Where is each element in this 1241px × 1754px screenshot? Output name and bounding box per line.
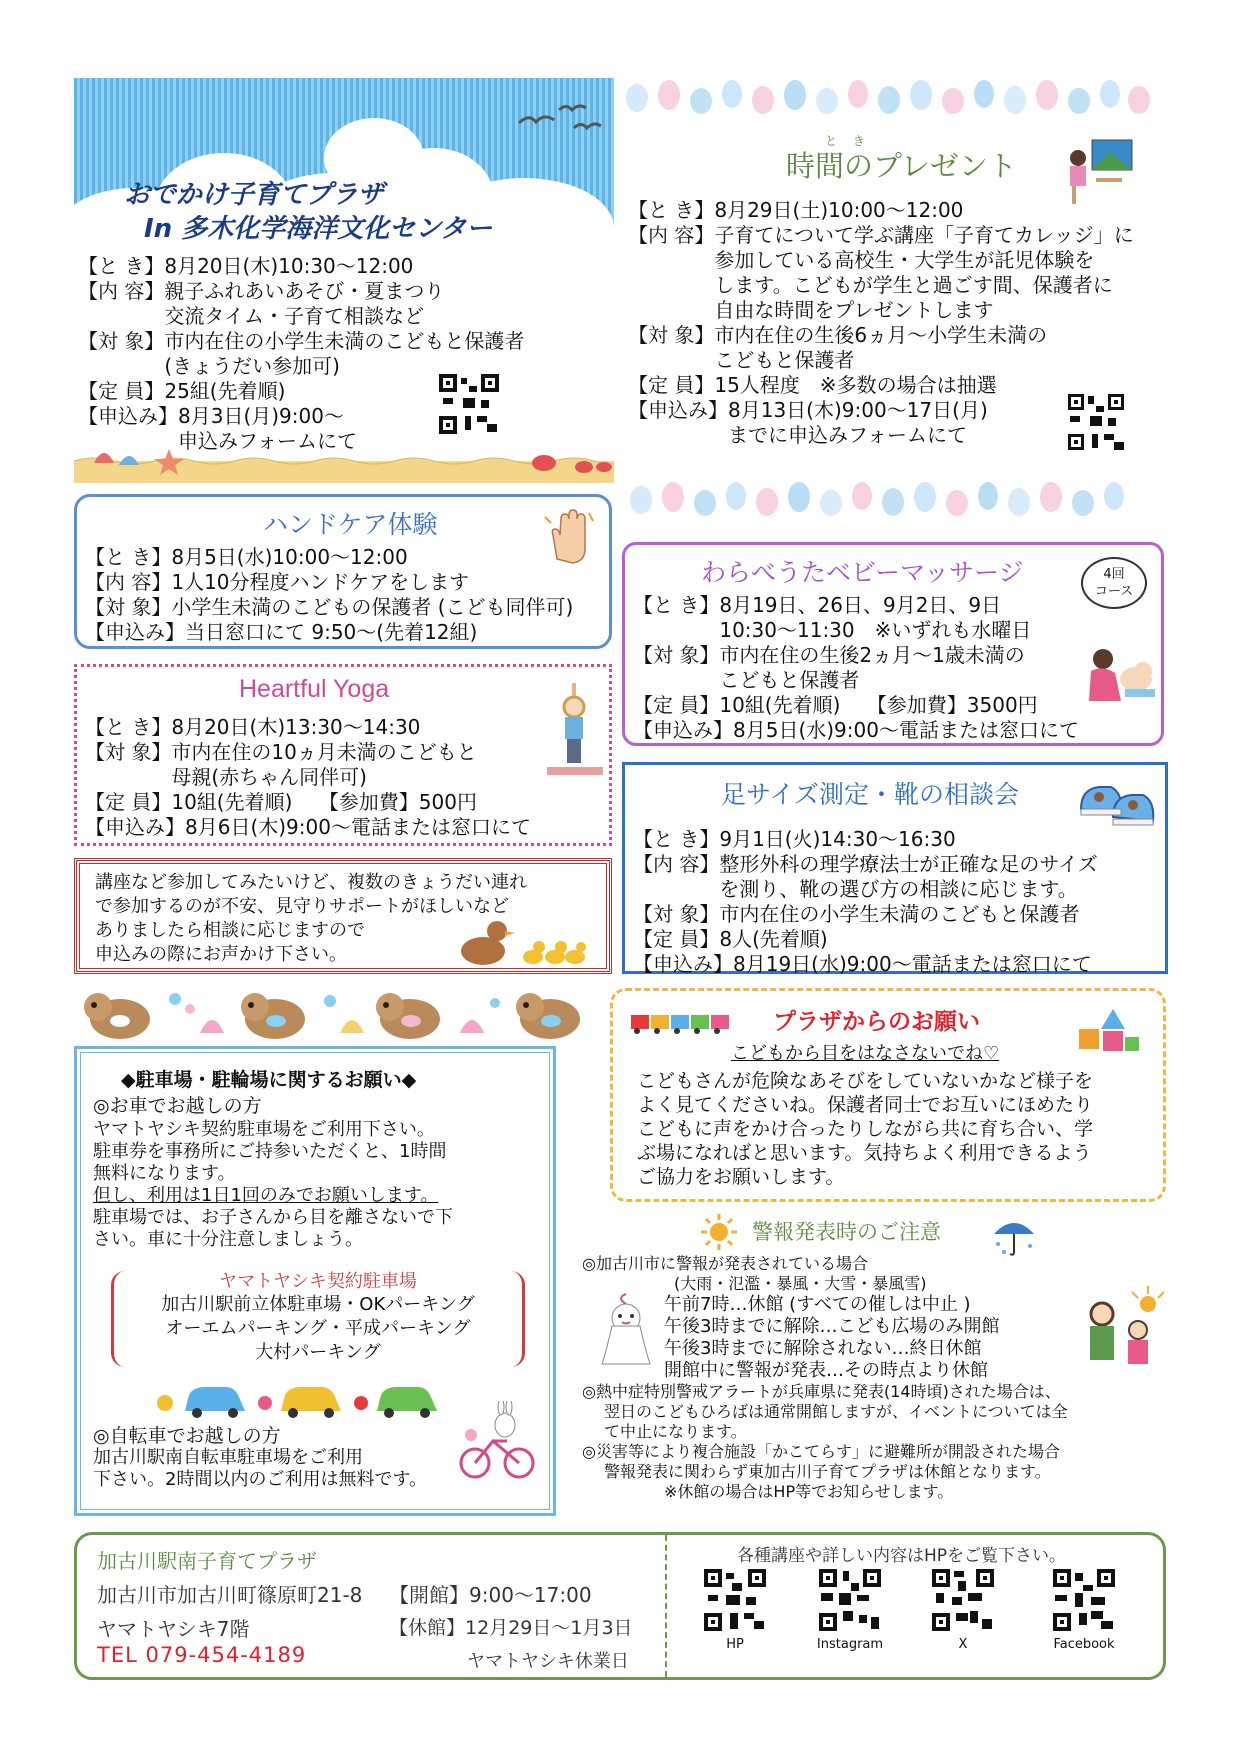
plaza-request-title: プラザからのお願い <box>773 1009 980 1035</box>
detail-row: 【申込み】 8月13日(木)9:00～17日(月) までに申込みフォームにて <box>628 398 988 447</box>
otter-decoration <box>80 985 600 1051</box>
otter-icon <box>84 993 150 1039</box>
detail-row: 【定 員】 15人程度 ※多数の場合は抽選 <box>628 373 997 397</box>
teru-teru-bozu-icon <box>596 1292 658 1372</box>
detail-row: 【定 員】 10組(先着順) 【参加費】3500円 <box>633 693 1038 717</box>
detail-row: 【と き】 8月29日(土)10:00～12:00 <box>628 198 964 222</box>
jikan-title: 時間のプレゼント <box>786 149 1017 183</box>
detail-row: 【と き】 8月20日(木)10:30～12:00 <box>78 254 414 278</box>
detail-row: 【申込み】 8月3日(月)9:00～ 申込みフォームにて <box>78 404 357 453</box>
car-icon <box>155 1379 475 1423</box>
sun-icon <box>698 1212 740 1252</box>
footer-divider <box>665 1535 667 1677</box>
family-icon <box>1078 1284 1170 1374</box>
detail-row: 【対 象】 小学生未満のこどもの保護者 (こども同伴可) <box>85 595 574 619</box>
qr-code-icon[interactable] <box>437 372 501 436</box>
yoga-girl-icon <box>541 681 607 781</box>
consult-line: ありましたら相談に応じますので <box>95 920 365 941</box>
qr-label: Instagram <box>816 1637 884 1652</box>
footer-org-name: 加古川駅南子育てプラザ <box>97 1549 317 1573</box>
plaza-request-subtitle: こどもから目をはなさないでね♡ <box>731 1043 1000 1064</box>
detail-row: 【申込み】 当日窓口にて 9:50～(先着12組) <box>85 620 478 644</box>
consult-line: 講座など参加してみたいけど、複数のきょうだい連れ <box>95 872 527 893</box>
detail-row: 【申込み】 8月6日(木)9:00～電話または窓口にて <box>85 815 531 839</box>
foot-title: 足サイズ測定・靴の相談会 <box>721 780 1020 809</box>
baby-massage-box <box>622 542 1164 746</box>
qr-facebook[interactable] <box>1039 1567 1129 1652</box>
footer-building: ヤマトヤシキ7階 <box>97 1617 250 1641</box>
shoes-icon <box>1077 773 1161 833</box>
closed-label: 【休館】 <box>389 1617 466 1639</box>
qr-code-icon <box>930 1567 996 1633</box>
footer-address: 加古川市加古川町篠原町21-8 <box>97 1583 363 1607</box>
parking-box: ◆駐車場・駐輪場に関するお願い◆ ◎お車でお越しの方 ヤマトヤシキ契約駐車場をご利用下さい。 駐車券を事務所にご持参いただくと、1時間 無料になります。 但し、利用は1日1回のみでお願いします。 駐車場では、お子さんから目を離さないで下 さい。車に十分注意しましょう。 ヤマトヤシキ契約駐車場 加古川駅前立体駐車場・OKパーキング オーエムパーキング・平成パーキング 大村パーキング ◎自転車でお越しの方 加古川駅南自転車駐車場をご利用 下さい。2時間以内のご利用は無料です。 <box>74 1046 556 1516</box>
open-label: 【開館】 <box>389 1583 469 1607</box>
bike-heading: ◎自転車でお越しの方 <box>93 1425 281 1447</box>
yoga-title: Heartful Yoga <box>239 675 390 703</box>
closed-days: 12月29日～1月3日 <box>465 1617 633 1639</box>
detail-row: 【対 象】 市内在住の生後6ヵ月～小学生未満の こどもと保護者 <box>628 323 1048 372</box>
footer-closed-note: ヤマトヤシキ休業日 <box>467 1651 629 1672</box>
usage-note: 但し、利用は1日1回のみでお願いします。 <box>93 1185 439 1206</box>
detail-row: 【申込み】 8月5日(水)9:00～電話または窓口にて <box>633 718 1079 742</box>
beach-strip <box>74 445 614 485</box>
yoga-box <box>74 664 612 846</box>
detail-row: 【内 容】 親子ふれあいあそび・夏まつり 交流タイム・子育て相談など <box>78 279 445 328</box>
odekake-subtitle: In 多木化学海洋文化センター <box>144 214 493 244</box>
qr-label: HP <box>726 1637 744 1652</box>
odekake-details <box>78 254 525 454</box>
qr-instagram[interactable] <box>805 1567 895 1652</box>
detail-row: 【と き】 8月19日、26日、9月2日、9日 10:30～11:30 ※いずれも水曜日 <box>633 593 1032 642</box>
bicycle-bunny-icon <box>457 1401 537 1481</box>
baby-massage-title: わらべうたベビーマッサージ <box>701 558 1024 587</box>
open-hours: 9:00～17:00 <box>469 1583 592 1607</box>
footer-tel[interactable]: TEL 079-454-4189 <box>97 1643 307 1667</box>
car-heading: ◎お車でお越しの方 <box>93 1095 262 1117</box>
consult-line: で参加するのが不安、見守りサポートがほしいなど <box>95 896 509 917</box>
foot-box <box>622 762 1168 974</box>
umbrella-icon <box>990 1212 1038 1258</box>
detail-row: 【と き】 9月1日(火)14:30～16:30 <box>633 827 956 851</box>
detail-row: 【内 容】 1人10分程度ハンドケアをします <box>85 570 470 594</box>
duck-icon <box>457 911 587 971</box>
detail-row: 【定 員】 25組(先着順) <box>78 379 286 403</box>
qr-code-icon[interactable] <box>1066 392 1126 452</box>
detail-row: 【対 象】 市内在住の生後2ヵ月～1歳未満の こどもと保護者 <box>633 643 1025 692</box>
contract-parking-bracket: ヤマトヤシキ契約駐車場 加古川駅前立体駐車場・OKパーキング オーエムパーキング・平成パーキング 大村パーキング <box>111 1271 525 1367</box>
blocks-icon <box>1073 1001 1143 1061</box>
contract-parking-title: ヤマトヤシキ契約駐車場 <box>219 1271 417 1292</box>
handcare-box <box>74 494 612 649</box>
detail-row: 【内 容】 子育てについて学ぶ講座「子育てカレッジ」に 参加している高校生・大学生が託児体験を します。こどもが学生と過ごす間、保護者に 自由な時間をプレゼントします <box>628 223 1134 322</box>
mother-relaxing-icon <box>1060 128 1140 208</box>
detail-row: 【対 象】 市内在住の10ヵ月未満のこどもと 母親(赤ちゃん同伴可) <box>85 740 477 789</box>
detail-row: 【内 容】 整形外科の理学療法士が正確な足のサイズ を測り、靴の選び方の相談に応じます。 <box>633 852 1098 901</box>
odekake-title: おでかけ子育てプラザ <box>124 180 384 210</box>
plaza-request-box: プラザからのお願い こどもから目をはなさないでね♡ こどもさんが危険なあそびをしていないかなど様子を よく見てくださいね。保護者同士でお互いにほめたり こどもに声をかけ合ったりしながら共に育ち合い、学 ぶ場になればと思います。気持ちよく利用できるよう ご協力をお願いします。 <box>610 988 1166 1202</box>
detail-row: 【定 員】 8人(先着順) <box>633 927 828 951</box>
detail-row: 【と き】 8月5日(水)10:00～12:00 <box>85 545 408 569</box>
footer-hp-note: 各種講座や詳しい内容はHPをご覧下さい。 <box>737 1546 1067 1566</box>
consult-line: 申込みの際にお声かけ下さい。 <box>95 944 347 965</box>
course-badge: 4回 コース <box>1081 557 1147 609</box>
warning-body: ◎加古川市に警報が発表されている場合 (大雨・氾濫・暴風・大雪・暴風雪) 午前7時…休館 (すべての催しは中止 ) 午後3時までに解除…こども広場のみ開館 午後3時までに解除されない…終日休館 開館中に警報が発表…その時点より休館 ◎熱中症特別警戒アラートが兵庫県に発表(14時頃)された場合は、 翌日のこどもひろばは通常開館しますが、イベントについては全 て中止になります。 ◎災害等により複合施設「かこてらす」に避難所が開設された場合 警報発表に関わらず東加古川子育てプラザは休館となります。 ※休館の場合はHP等でお知らせします。 <box>582 1254 1068 1501</box>
bubble-row-middle <box>620 480 1160 520</box>
detail-row: 【申込み】 8月19日(水)9:00～電話または窓口にて <box>633 952 1092 976</box>
qr-label: X <box>958 1637 968 1652</box>
qr-label: Facebook <box>1053 1637 1115 1652</box>
warning-title: 警報発表時のご注意 <box>752 1220 941 1244</box>
qr-x[interactable] <box>923 1567 1003 1652</box>
consult-box <box>74 858 612 974</box>
bubble-row-top <box>620 78 1160 118</box>
seagull-icon <box>514 98 604 138</box>
parking-title: ◆駐車場・駐輪場に関するお願い◆ <box>121 1069 417 1091</box>
qr-code-icon <box>817 1567 883 1633</box>
qr-code-icon <box>702 1567 768 1633</box>
detail-row: 【対 象】 市内在住の小学生未満のこどもと保護者 (きょうだい参加可) <box>78 329 525 378</box>
qr-code-icon <box>1051 1567 1117 1633</box>
mother-baby-icon <box>1081 641 1161 711</box>
detail-row: 【対 象】 市内在住の小学生未満のこどもと保護者 <box>633 902 1080 926</box>
detail-row: 【と き】 8月20日(木)13:30～14:30 <box>85 715 421 739</box>
footer-box <box>74 1532 1166 1680</box>
qr-hp[interactable] <box>695 1567 775 1652</box>
jikan-ruby: と き <box>825 134 871 148</box>
detail-row: 【定 員】 10組(先着順) 【参加費】500円 <box>85 790 477 814</box>
handcare-title: ハンドケア体験 <box>263 510 438 539</box>
shell-icon <box>94 453 114 463</box>
toy-train-icon <box>629 1009 745 1035</box>
